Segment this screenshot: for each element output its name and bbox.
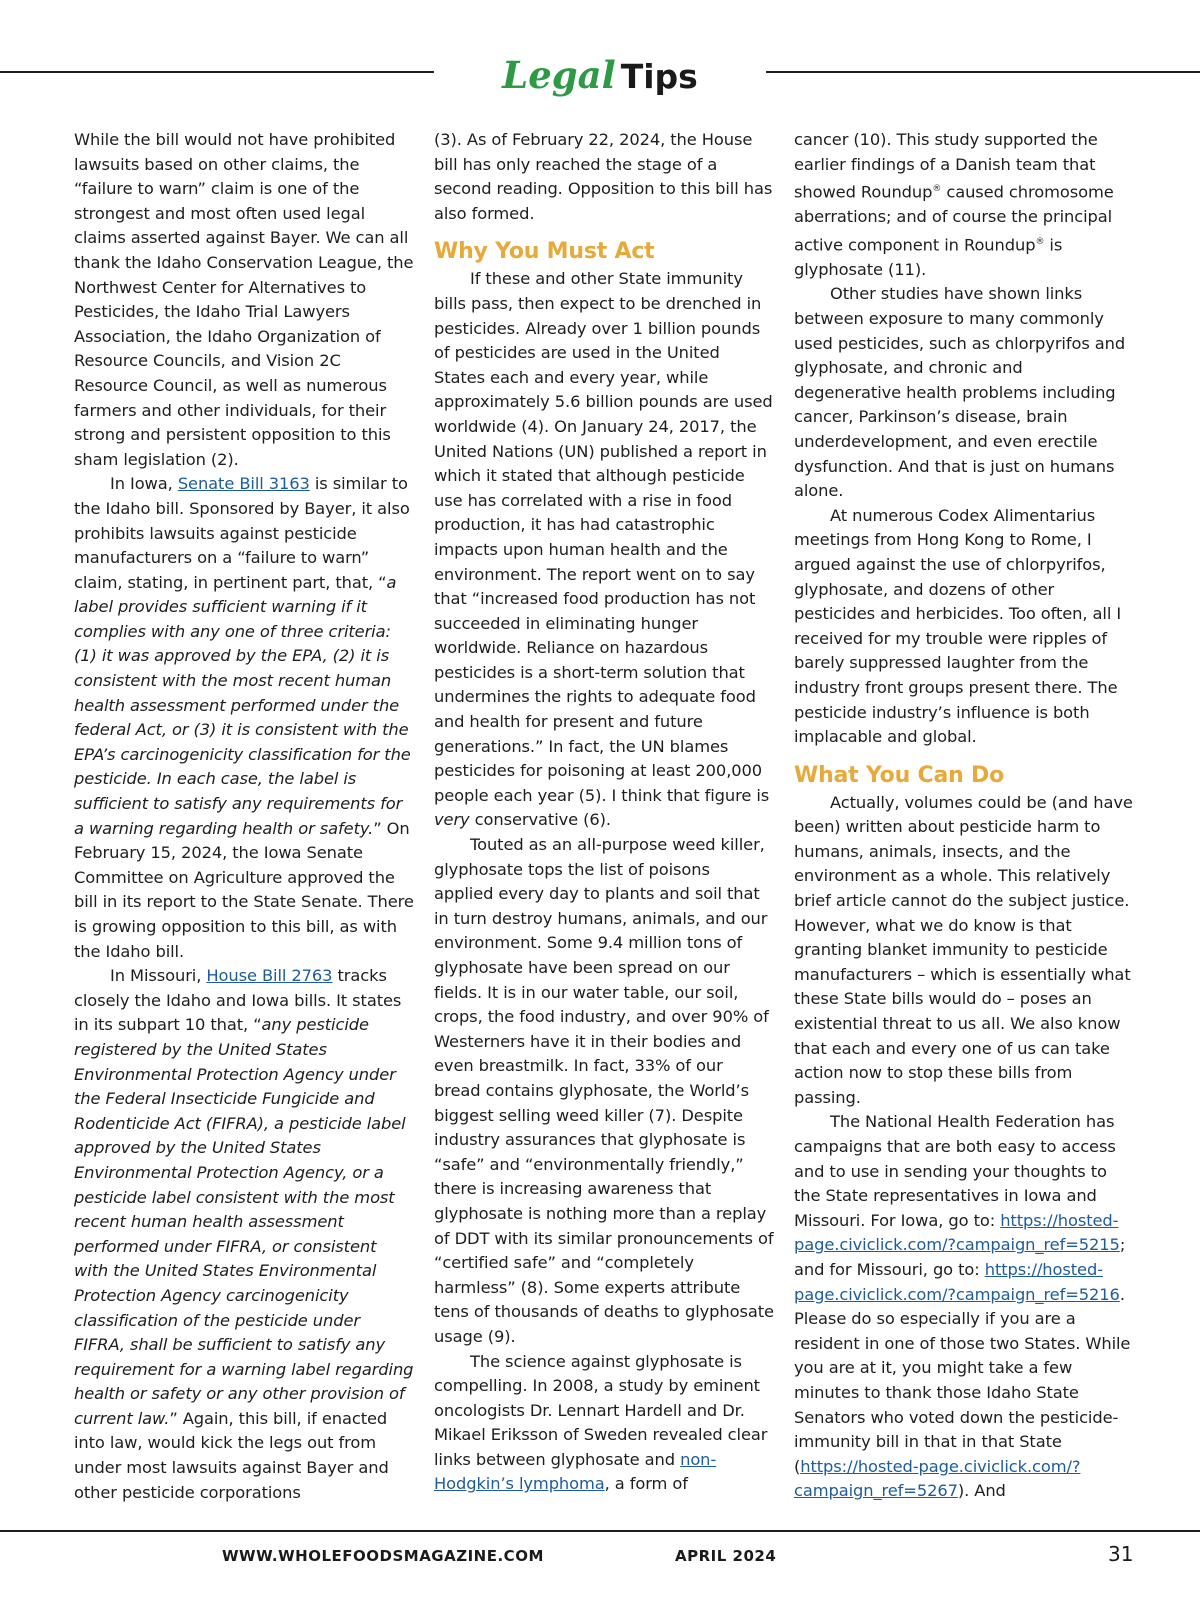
paragraph: At numerous Codex Alimentarius meetings from Hong Kong to Rome, I argued against the use of chlorpyrifos, glyphosate, and dozens of other pesticides and herbicides. Too often, all I received for my trouble were ripples of barely suppressed laughter from the industry front groups present there. The pesticide industry’s influence is both implacable and global. bbox=[794, 505, 1122, 747]
heading-what-you-can-do: What You Can Do bbox=[794, 762, 1004, 788]
senate-bill-3163-link[interactable]: Senate Bill 3163 bbox=[177, 474, 310, 494]
paragraph: (3). As of February 22, 2024, the House bill has only reached the stage of a second reading. Opposition to this bill has also formed. bbox=[434, 130, 773, 223]
iowa-campaign-link[interactable]: https://hosted-page.civiclick.com/?campaign_ref=5215 bbox=[794, 1210, 1120, 1255]
non-hodgkins-lymphoma-link[interactable]: non-Hodgkin’s lymphoma bbox=[434, 1449, 717, 1494]
header-rule-right bbox=[766, 71, 1200, 73]
paragraph: If these and other State immunity bills pass, then expect to be drenched in pesticides. Already over 1 billion pounds of pesticides are used in the United States each and every year, while approximately 5.6 billion pounds are used worldwide (4). On January 24, 2017, the United Nations (UN) published a report in which it stated that although pesticide use has correlated with a rise in food production, it has had catastrophic impacts upon human health and the environment. The report went on to say that “increased food production has not succeeded in eliminating hunger worldwide. Reliance on hazardous pesticides is a short-term solution that undermines the rights to adequate food and health for present and future generations.” In fact, the UN blames pesticides for poisoning at least 200,000 people each year (5). I think that figure is very conservative (6). bbox=[434, 269, 773, 830]
paragraph: cancer (10). This study supported the earlier findings of a Danish team that showed Roundup® caused chromosome aberrations; and of course the principal active component in Roundup® is glyphosate (11). bbox=[794, 130, 1114, 279]
paragraph: The science against glyphosate is compelling. In 2008, a study by eminent oncologists Dr. Lennart Hardell and Dr. Mikael Eriksson of Sweden revealed clear links between glyphosate and non-Hodgkin’s lymphoma, a form of bbox=[434, 1351, 768, 1494]
header-rule-left bbox=[0, 71, 434, 73]
paragraph-take-action: The National Health Federation has campaigns that are both easy to access and to use in sending your thoughts to the State representatives in Iowa and Missouri. For Iowa, go to: https://hosted-page.civiclick.com/?campaign_ref=5215; and for Missouri, go to: https://hosted-page.civiclick.com/?campaign_ref=5216. Please do so especially if you are a resident in one of those two States. While you are at it, you might take a few minutes to thank those Idaho State Senators who voted down the pesticide-immunity bill in that in that State (https://hosted-page.civiclick.com/?campaign_ref=5267). And bbox=[794, 1112, 1131, 1501]
paragraph-missouri: In Missouri, House Bill 2763 tracks closely the Idaho and Iowa bills. It states in its subpart 10 that, “any pesticide registered by the United States Environmental Protection Agency under the Federal Insecticide Fungicide and Rodenticide Act (FIFRA), a pesticide label approved by the United States Environmental Protection Agency, or a pesticide label consistent with the most recent human health assessment performed under FIFRA, or consistent with the United States Environmental Protection Agency carcinogenicity classification of the pesticide under FIFRA, shall be sufficient to satisfy any requirement for a warning label regarding health or safety or any other provision of current law.” Again, this bill, if enacted into law, would kick the legs out from under most lawsuits against Bayer and other pesticide corporations bbox=[74, 966, 414, 1502]
paragraph: Other studies have shown links between exposure to many commonly used pesticides, such as chlorpyrifos and glyphosate, and chronic and degenerative health problems including cancer, Parkinson’s disease, brain underdevelopment, and even erectile dysfunction. And that is just on humans alone. bbox=[794, 284, 1126, 501]
article-column-3 bbox=[794, 128, 1134, 1504]
section-title bbox=[434, 50, 766, 108]
heading-why-you-must-act: Why You Must Act bbox=[434, 239, 655, 265]
idaho-campaign-link[interactable]: https://hosted-page.civiclick.com/?campaign_ref=5267 bbox=[794, 1456, 1081, 1501]
paragraph: While the bill would not have prohibited lawsuits based on other claims, the “failure to warn” claim is one of the strongest and most often used legal claims asserted against Bayer. We can all thank the Idaho Conservation League, the Northwest Center for Alternatives to Pesticides, the Idaho Trial Lawyers Association, the Idaho Organization of Resource Councils, and Vision 2C Resource Council, as well as numerous farmers and other individuals, for their strong and persistent opposition to this sham legislation (2). bbox=[74, 130, 414, 469]
section-title-legal: Legal bbox=[502, 53, 616, 97]
footer-rule bbox=[0, 1530, 1200, 1532]
footer-issue-date: APRIL 2024 bbox=[675, 1547, 777, 1565]
house-bill-2763-link[interactable]: House Bill 2763 bbox=[206, 966, 333, 986]
paragraph-iowa: In Iowa, Senate Bill 3163 is similar to the Idaho bill. Sponsored by Bayer, it also prohibits lawsuits against pesticide manufacturers on a “failure to warn” claim, stating, in pertinent part, that, “a label provides sufficient warning if it complies with any one of three criteria: (1) it was approved by the EPA, (2) it is consistent with the most recent human health assessment performed under the federal Act, or (3) it is consistent with the EPA’s carcinogenicity classification for the pesticide. In each case, the label is sufficient to satisfy any requirements for a warning regarding health or safety.” On February 15, 2024, the Iowa Senate Committee on Agriculture approved the bill in its report to the State Senate. There is growing opposition to this bill, as with the Idaho bill. bbox=[74, 474, 414, 961]
paragraph: Actually, volumes could be (and have been) written about pesticide harm to humans, animals, insects, and the environment as a whole. This relatively brief article cannot do the subject justice. However, what we do know is that granting blanket immunity to pesticide manufacturers – which is essentially what these State bills would do – poses an existential threat to us all. We also know that each and every one of us can take action now to stop these bills from passing. bbox=[794, 792, 1133, 1107]
missouri-bill-quote: any pesticide registered by the United States Environmental Protection Agency under the Federal Insecticide Fungicide and Rodenticide Act (FIFRA), a pesticide label approved by the United States Environmental Protection Agency, or a pesticide label consistent with the most recent human health assessment performed under FIFRA, or consistent with the United States Environmental Protection Agency carcinogenicity classification of the pesticide under FIFRA, shall be sufficient to satisfy any requirement for a warning label regarding health or safety or any other provision of current law. bbox=[74, 1015, 414, 1428]
article-column-2 bbox=[434, 128, 774, 1497]
section-title-tips: Tips bbox=[620, 57, 698, 96]
iowa-bill-quote: a label provides sufficient warning if it complies with any one of three criteria: (1) it was approved by the EPA, (2) it is consistent with the most recent human health assessment performed under the federal Act, or (3) it is consistent with the EPA’s carcinogenicity classification for the pesticide. In each case, the label is sufficient to satisfy any requirements for a warning regarding health or safety. bbox=[74, 572, 411, 838]
missouri-campaign-link[interactable]: https://hosted-page.civiclick.com/?campaign_ref=5216 bbox=[794, 1259, 1120, 1304]
article-column-1 bbox=[74, 128, 414, 1505]
paragraph: Touted as an all-purpose weed killer, glyphosate tops the list of poisons applied every day to plants and soil that in turn destroy humans, animals, and our environment. Some 9.4 million tons of glyphosate have been spread on our fields. It is in our water table, our soil, crops, the food industry, and over 90% of Westerners have it in their bodies and even breastmilk. In fact, 33% of our bread contains glyphosate, the World’s biggest selling weed killer (7). Despite industry assurances that glyphosate is “safe” and “environmentally friendly,” there is increasing awareness that glyphosate is nothing more than a replay of DDT with its similar pronouncements of “certified safe” and “completely harmless” (8). Some experts attribute tens of thousands of deaths to glyphosate usage (9). bbox=[434, 835, 774, 1346]
registered-mark: ® bbox=[932, 184, 942, 195]
registered-mark: ® bbox=[1035, 236, 1045, 247]
footer-website: WWW.WHOLEFOODSMAGAZINE.COM bbox=[222, 1547, 544, 1565]
page-number: 31 bbox=[1108, 1542, 1134, 1566]
